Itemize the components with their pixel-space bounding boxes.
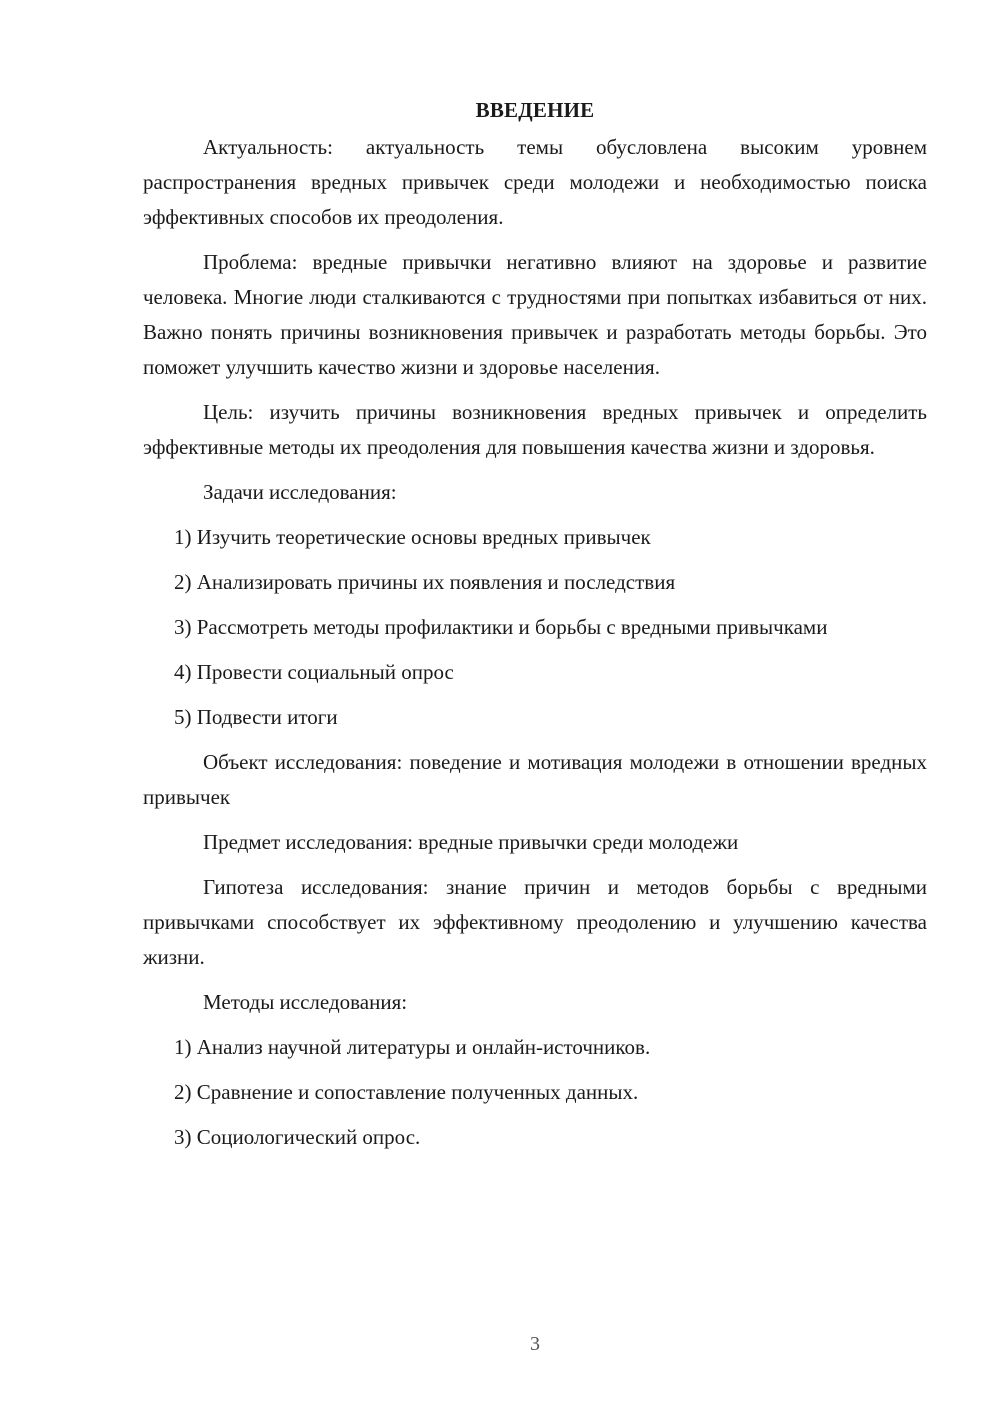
document-page bbox=[143, 90, 927, 1165]
task-item: 1) Изучить теоретические основы вредных привычек bbox=[174, 525, 651, 549]
task-item: 4) Провести социальный опрос bbox=[174, 660, 454, 684]
task-item: 5) Подвести итоги bbox=[174, 705, 338, 729]
page-number: 3 bbox=[530, 1333, 540, 1355]
page-title: ВВЕДЕНИЕ bbox=[475, 98, 595, 122]
relevance-paragraph: Актуальность: актуальность темы обусловлена высоким уровнем распространения вредных привычек среди молодежи и необходимостью поиска эффективных способов их преодоления. bbox=[143, 135, 927, 229]
tasks-heading: Задачи исследования: bbox=[203, 480, 397, 504]
method-item: 3) Социологический опрос. bbox=[174, 1125, 421, 1149]
methods-heading: Методы исследования: bbox=[203, 990, 408, 1014]
problem-paragraph: Проблема: вредные привычки негативно влияют на здоровье и развитие человека. Многие люди сталкиваются с трудностями при попытках избавиться от них. Важно понять причины возникновения привычек и разработать методы борьбы. Это поможет улучшить качество жизни и здоровье населения. bbox=[143, 250, 927, 379]
object-paragraph: Объект исследования: поведение и мотивация молодежи в отношении вредных привычек bbox=[143, 750, 927, 809]
task-item: 2) Анализировать причины их появления и последствия bbox=[174, 570, 676, 594]
method-item: 1) Анализ научной литературы и онлайн-источников. bbox=[174, 1035, 651, 1059]
goal-paragraph: Цель: изучить причины возникновения вредных привычек и определить эффективные методы их преодоления для повышения качества жизни и здоровья. bbox=[143, 400, 927, 459]
task-item: 3) Рассмотреть методы профилактики и борьбы с вредными привычками bbox=[174, 615, 828, 639]
method-item: 2) Сравнение и сопоставление полученных данных. bbox=[174, 1080, 639, 1104]
subject-paragraph: Предмет исследования: вредные привычки среди молодежи bbox=[203, 830, 739, 854]
hypothesis-paragraph: Гипотеза исследования: знание причин и методов борьбы с вредными привычками способствует их эффективному преодолению и улучшению качества жизни. bbox=[143, 875, 927, 969]
